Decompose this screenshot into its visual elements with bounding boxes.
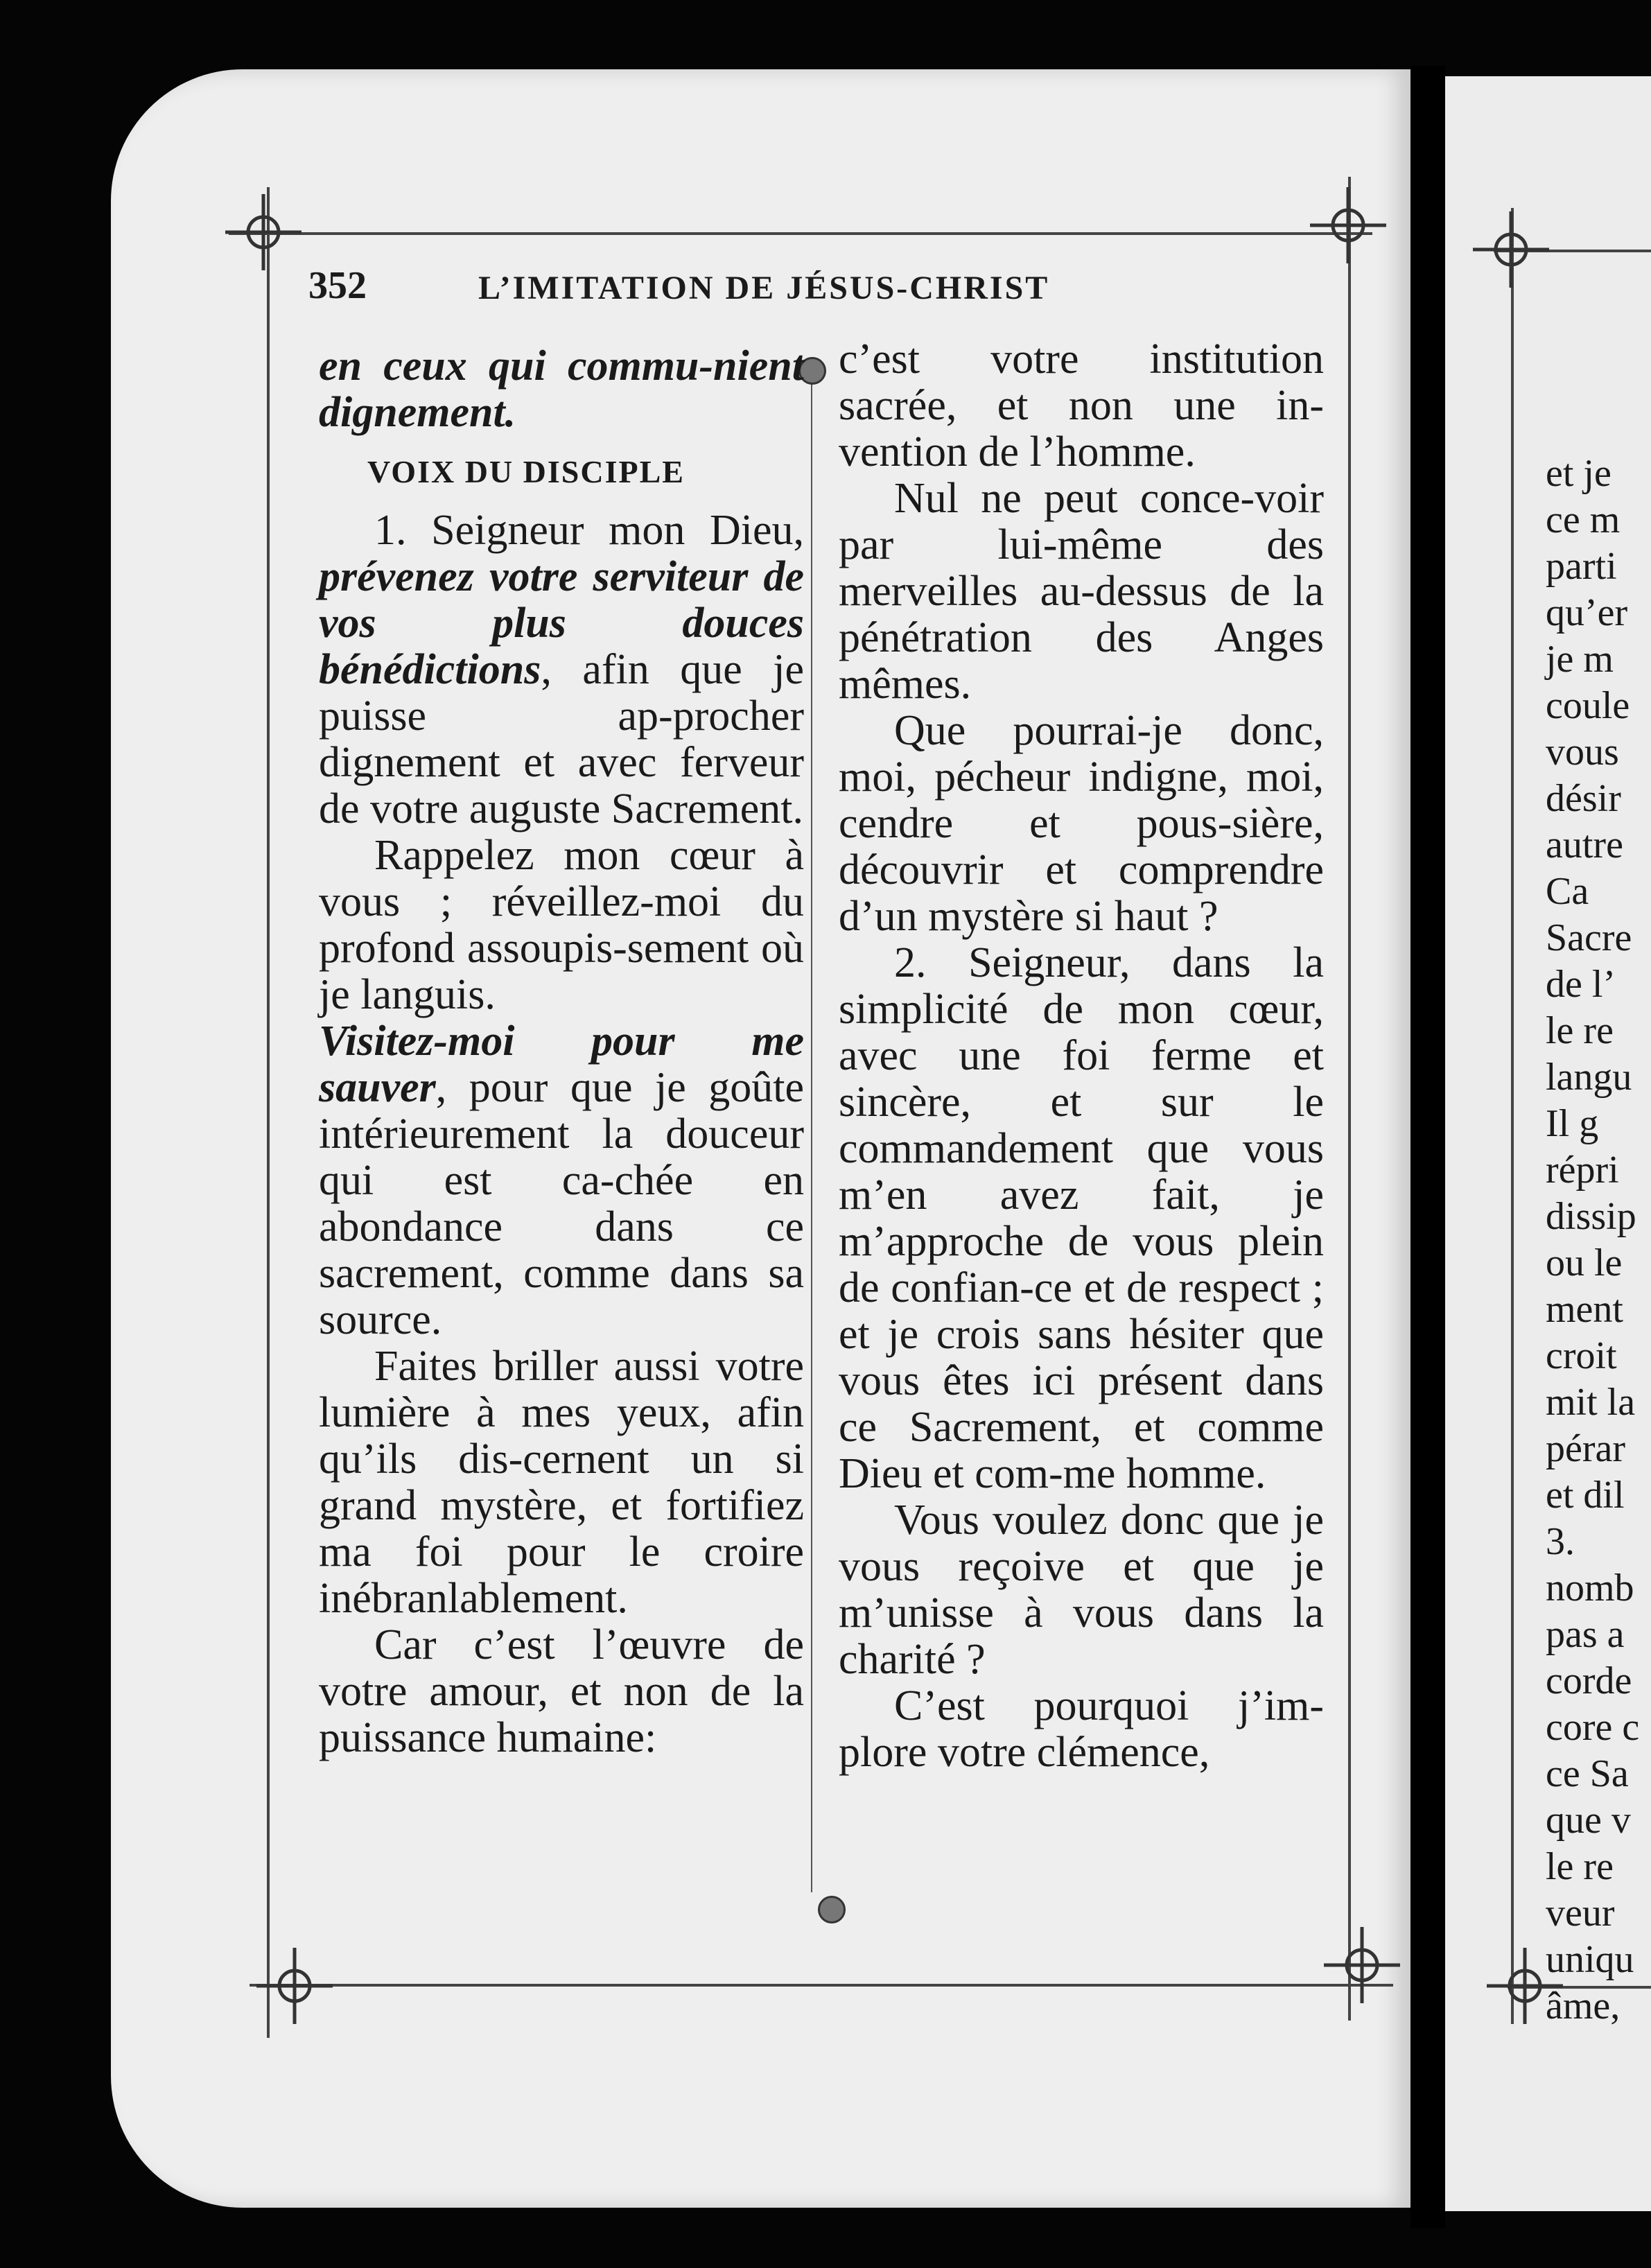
facing-page-line: mit la <box>1546 1381 1636 1424</box>
facing-page-line: et dil <box>1546 1474 1625 1517</box>
facing-page-line: veur <box>1546 1892 1615 1935</box>
facing-page-line: 3. <box>1546 1520 1575 1563</box>
facing-page-line: âme, <box>1546 1984 1621 2027</box>
right-text-column <box>839 336 1324 1776</box>
book-spine-edge <box>1410 66 1445 2228</box>
running-title: L’IMITATION DE JÉSUS-CHRIST <box>478 270 1050 306</box>
facing-page-text-fragments <box>1546 451 1639 2030</box>
facing-page-line: je m <box>1546 638 1614 681</box>
facing-page-line: Sacre <box>1546 916 1632 959</box>
facing-page-line: uniqu <box>1546 1938 1634 1981</box>
para1-start: 1. Seigneur mon Dieu, <box>374 507 804 554</box>
left-text-column <box>319 343 804 1761</box>
left-paragraph-5: Car c’est l’œuvre de votre amour, et non de la puissance humaine: <box>319 1621 804 1761</box>
right-paragraph-1: c’est votre institution sacrée, et non une in-vention de l’homme. <box>839 335 1324 476</box>
facing-page-line: Il g <box>1546 1102 1599 1145</box>
facing-page-line: vous <box>1546 731 1619 774</box>
facing-page-line: langu <box>1546 1056 1632 1099</box>
facing-page-line: répri <box>1546 1149 1619 1192</box>
frame-left-rule <box>267 187 270 2038</box>
corner-ornament-bottom-left <box>256 1948 333 2024</box>
facing-page-line: croit <box>1546 1334 1617 1377</box>
right-paragraph-6: C’est pourquoi j’im-plore votre clémence, <box>839 1682 1324 1776</box>
para1-italic: prévenez votre serviteur de vos plus douces bénédictions <box>319 553 804 693</box>
facing-page-line: que v <box>1546 1799 1631 1842</box>
right-paragraph-2: Nul ne peut conce-voir par lui-même des merveilles au-dessus de la pénétration des Anges mêmes. <box>839 475 1324 708</box>
facing-page-line: le re <box>1546 1845 1614 1888</box>
facing-page-line: coule <box>1546 684 1630 727</box>
facing-page-line: pérar <box>1546 1427 1626 1470</box>
facing-page-line: corde <box>1546 1659 1632 1702</box>
facing-page-line: de l’ <box>1546 963 1616 1006</box>
facing-page-line: ou le <box>1546 1241 1623 1284</box>
opening-italic-text: en ceux qui commu-nient dignement. <box>319 342 804 436</box>
left-paragraph-3 <box>319 1018 804 1343</box>
facing-page-line: ment <box>1546 1288 1623 1331</box>
corner-ornament-bottom-right <box>1324 1927 1400 2003</box>
para3-rest: , pour que je goûte intérieurement la douceur qui est ca-chée en abondance dans ce sacrement, comme dans sa source. <box>319 1064 804 1343</box>
facing-page-left-rule <box>1511 208 1514 2024</box>
facing-page-line: core c <box>1546 1706 1640 1749</box>
left-paragraph-4: Faites briller aussi votre lumière à mes yeux, afin qu’ils dis-cernent un si grand mystère, et fortifiez ma foi pour le croire inébranlablement. <box>319 1343 804 1622</box>
corner-ornament-top-left <box>225 194 302 270</box>
column-divider-bottom-rivet <box>818 1896 846 1924</box>
frame-bottom-rule <box>250 1984 1393 1987</box>
left-paragraph-2: Rappelez mon cœur à vous ; réveillez-moi du profond assoupis-sement où je languis. <box>319 832 804 1018</box>
section-heading: VOIX DU DISCIPLE <box>367 454 685 489</box>
facing-page-line: Ca <box>1546 870 1589 913</box>
facing-page-line: le re <box>1546 1009 1614 1052</box>
frame-right-rule <box>1348 177 1351 2021</box>
facing-page-line: dissip <box>1546 1195 1636 1238</box>
facing-page-line: parti <box>1546 545 1617 588</box>
facing-page-line: pas a <box>1546 1613 1625 1656</box>
facing-page-line: ce m <box>1546 498 1621 541</box>
facing-page <box>1445 76 1651 2211</box>
facing-page-line: qu’er <box>1546 591 1628 634</box>
left-paragraph-1 <box>319 507 804 832</box>
facing-page-line: et je <box>1546 452 1611 495</box>
right-paragraph-4: 2. Seigneur, dans la simplicité de mon cœur, avec une foi ferme et sincère, et sur le commandement que vous m’en avez fait, je m’approche de vous plein de confian-ce et de respect ; et je crois sans hésiter que vous êtes ici présent dans ce Sacrement, et comme Dieu et com-me homme. <box>839 939 1324 1497</box>
facing-corner-ornament-top <box>1473 211 1549 288</box>
para1-rest: , afin que je puisse ap-procher dignement et avec ferveur de votre auguste Sacrement. <box>319 646 804 832</box>
right-paragraph-3: Que pourrai-je donc, moi, pécheur indigne, moi, cendre et pous-sière, découvrir et comprendre d’un mystère si haut ? <box>839 707 1324 940</box>
facing-page-line: autre <box>1546 823 1623 866</box>
corner-ornament-top-right <box>1310 187 1386 263</box>
column-divider <box>811 360 812 1892</box>
frame-top-rule <box>229 232 1372 235</box>
page-number: 352 <box>308 264 367 307</box>
facing-page-line: nomb <box>1546 1567 1634 1610</box>
right-paragraph-5: Vous voulez donc que je vous reçoive et que je m’unisse à vous dans la charité ? <box>839 1497 1324 1683</box>
para3-italic: Visitez-moi pour me sauver <box>319 1018 804 1111</box>
facing-page-line: désir <box>1546 777 1621 820</box>
facing-page-line: ce Sa <box>1546 1752 1629 1795</box>
